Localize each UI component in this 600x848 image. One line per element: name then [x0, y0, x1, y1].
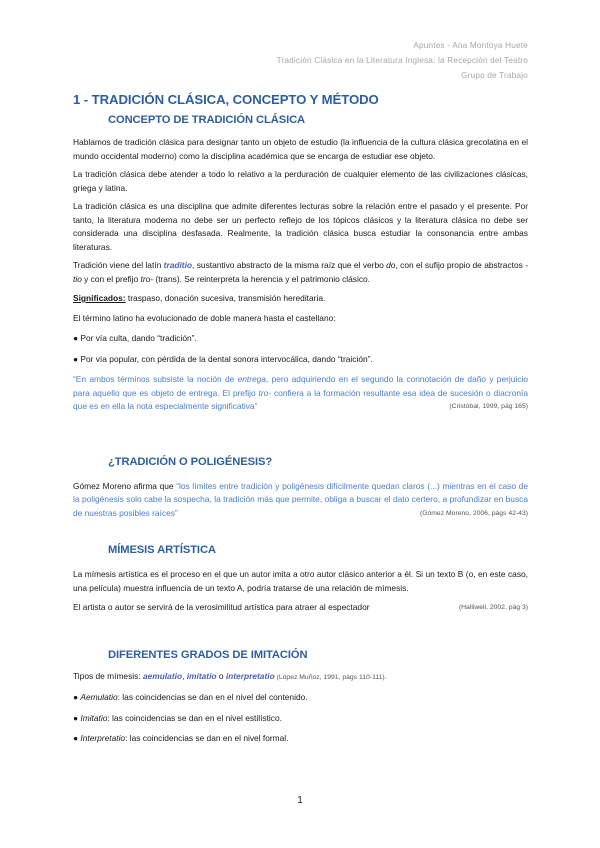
section-title: 1 - TRADICIÓN CLÁSICA, CONCEPTO Y MÉTODO	[73, 92, 379, 107]
document-body	[73, 92, 528, 753]
bullet-item	[73, 691, 528, 705]
paragraph: Hablamos de tradición clásica para designar tanto un objeto de estudio (la influencia de la cultura clásica grecolatina en el mundo occidental moderno) como la disciplina académica que se encarga de estudiar ese objeto.	[73, 137, 528, 161]
citation: (Halliwell, 2002, pág 3)	[458, 604, 528, 611]
term-traditio: traditio	[163, 260, 193, 270]
text: , sustantivo abstracto de la misma raíz que el verbo	[192, 260, 387, 270]
citation: (Gómez Moreno, 2006, págs 42-43)	[419, 509, 528, 517]
header-group: Grupo de Trabajo	[461, 71, 528, 80]
paragraph	[73, 601, 528, 615]
quote-text: , pero adquiriendo en el segundo la connotación de daño y perjuicio para aquello que es objeto de entrega. El prefijo	[73, 374, 529, 398]
term-aemulatio: aemulatio	[142, 670, 183, 681]
paragraph-polygenesis	[73, 480, 528, 521]
subsection-title: MÍMESIS ARTÍSTICA	[108, 544, 216, 556]
term-interpretatio: interpretatio	[225, 670, 275, 681]
paragraph-types	[73, 670, 528, 685]
bullet: ●	[73, 692, 81, 702]
text: : las coincidencias se dan en el nivel estilístico.	[107, 712, 282, 723]
text: Gómez Moreno afirma que	[73, 480, 177, 491]
text: o	[216, 670, 226, 681]
text: : las coincidencias se dan en el nivel del contenido.	[117, 692, 308, 702]
meanings-label: Significados:	[73, 293, 126, 303]
page-number: 1	[297, 795, 303, 806]
text: , con el sufijo propio de abstractos	[395, 260, 526, 270]
meanings-text: traspaso, donación sucesiva, transmisión hereditaria.	[125, 293, 326, 303]
term-imitatio: imitatio	[186, 670, 217, 681]
bullet: ●	[73, 733, 81, 743]
quote-term: tro-	[258, 387, 272, 398]
term-tro: tro-	[140, 273, 154, 284]
quote-block	[73, 373, 528, 414]
text: ,	[182, 670, 187, 681]
text: y con el prefijo	[81, 273, 141, 284]
page-header	[277, 38, 528, 83]
text: (trans). Se reinterpreta la herencia y el patrimonio clásico.	[153, 273, 370, 284]
subsection-title: DIFERENTES GRADOS DE IMITACIÓN	[108, 648, 308, 661]
text: : las coincidencias se dan en el nivel formal.	[125, 733, 289, 743]
text: Tradición viene del latín	[73, 260, 164, 270]
paragraph: El término latino ha evolucionado de doble manera hasta el castellano:	[73, 312, 336, 323]
citation: (Cristóbal, 1999, pág 165)	[449, 403, 528, 410]
quote-text: “los límites entre tradición y poligénesis difícilmente quedan claros (...) mientras en el caso de la poligénesis solo cabe la sospecha, la tradición más que permite, obliga a buscar el dato certero, a profundizar en busca de nuestras posibles raíces”	[73, 480, 528, 518]
bullet-item: ● Por vía culta, dando “tradición”.	[73, 333, 197, 343]
text: Tipos de mímesis:	[73, 670, 143, 681]
header-author: Apuntes - Ana Montoya Huete	[413, 41, 528, 50]
subsection-title: ¿TRADICIÓN O POLIGÉNESIS?	[108, 455, 273, 468]
term: Aemulatio	[80, 692, 118, 702]
header-course: Tradición Clásica en la Literatura Inglesa: la Recepción del Teatro	[276, 56, 528, 65]
quote-text: confiera a la formación resultante esa idea de sucesión o diacronía que es en ella la nota especialmente significativa”	[73, 387, 529, 411]
term: Interpretatio	[80, 733, 126, 743]
quote-text: “En ambos términos subsiste la noción de	[73, 374, 238, 384]
meanings-line	[73, 292, 528, 306]
bullet-item	[73, 732, 528, 746]
subsection-title: CONCEPTO DE TRADICIÓN CLÁSICA	[108, 114, 306, 126]
paragraph: La tradición clásica debe atender a todo lo relativo a la perduración de cualquier elemento de las civilizaciones clásicas, griega y latina.	[73, 169, 528, 193]
term-do: do	[386, 260, 396, 270]
bullet-item	[73, 712, 528, 726]
paragraph: La mímesis artística es el proceso en el que un autor imita a otro autor clásico anterior a él. Si un texto B (o, en este caso, una película) muestra influencia de un texto A, podría tratarse de una relación de mímesis.	[73, 569, 528, 593]
text: El artista o autor se servirá de la verosimilitud artística para atraer al espectador	[73, 602, 370, 612]
quote-term: entrega	[237, 374, 266, 384]
paragraph: La tradición clásica es una disciplina que admite diferentes lecturas sobre la relación entre el pasado y el presente. Por tanto, la literatura moderna no debe ser un perfecto reflejo de los tópicos clásicos y la literatura clásica no debe ser considerada una disciplina desfasada. Realmente, la tradición clásica busca estudiar la consonancia entre ambas literaturas.	[73, 201, 528, 252]
term: Imitatio	[80, 712, 108, 723]
bullet-item: ● Por vía popular, con pérdida de la dental sonora intervocálica, dando “traición”.	[73, 353, 373, 364]
term-tio: -tio	[73, 260, 528, 284]
bullet: ●	[73, 712, 81, 723]
paragraph-etymology	[73, 259, 528, 286]
citation: (López Muñoz, 1991, págs 110-111).	[274, 673, 387, 681]
